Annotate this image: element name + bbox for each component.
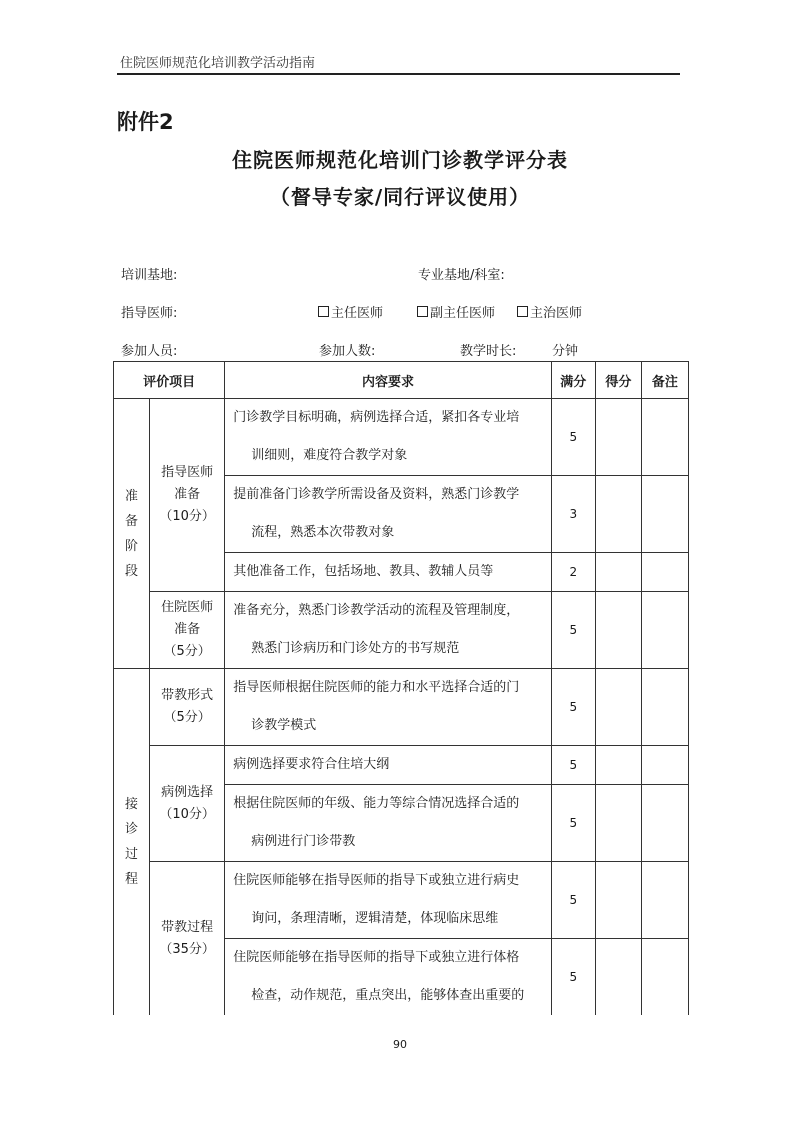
sub-item-resident-prep: 住院医师 准备 （5分） — [150, 592, 225, 669]
sub-item-case-selection: 病例选择 （10分） — [150, 746, 225, 862]
sub-item-teaching-form: 带教形式 （5分） — [150, 669, 225, 746]
table-row — [114, 399, 689, 476]
option-associate-chief-physician[interactable]: 副主任医师 — [417, 302, 495, 321]
full-score-cell: 5 — [551, 399, 595, 476]
requirement-cell: 提前准备门诊教学所需设备及资料，熟悉门诊教学 流程，熟悉本次带教对象 — [225, 476, 552, 553]
score-input-cell[interactable] — [595, 399, 641, 476]
document-title: 住院医师规范化培训门诊教学评分表 — [232, 148, 568, 172]
running-header: 住院医师规范化培训教学活动指南 — [120, 56, 316, 71]
full-score-cell: 5 — [551, 862, 595, 939]
requirement-cell: 其他准备工作，包括场地、教具、教辅人员等 — [225, 553, 552, 592]
remark-input-cell[interactable] — [641, 476, 688, 553]
stage-preparation: 准 备 阶 段 — [114, 399, 150, 669]
score-input-cell[interactable] — [595, 669, 641, 746]
stage-consultation: 接 诊 过 程 — [114, 669, 150, 1016]
full-score-cell: 5 — [551, 669, 595, 746]
remark-input-cell[interactable] — [641, 746, 688, 785]
option-attending-physician[interactable]: 主治医师 — [517, 302, 582, 321]
remark-input-cell[interactable] — [641, 939, 688, 1016]
full-score-cell: 5 — [551, 746, 595, 785]
sub-item-teacher-prep: 指导医师 准备 （10分） — [150, 399, 225, 592]
requirement-cell: 准备充分，熟悉门诊教学活动的流程及管理制度， 熟悉门诊病历和门诊处方的书写规范 — [225, 592, 552, 669]
header-remark: 备注 — [641, 362, 688, 399]
full-score-cell: 2 — [551, 553, 595, 592]
requirement-cell: 门诊教学目标明确，病例选择合适，紧扣各专业培 训细则，难度符合教学对象 — [225, 399, 552, 476]
training-base-label: 培训基地: — [121, 268, 178, 283]
score-input-cell[interactable] — [595, 553, 641, 592]
table-row — [114, 746, 689, 785]
evaluation-table — [113, 361, 689, 1015]
annex-label: 附件2 — [117, 110, 174, 134]
document-subtitle: （督导专家/同行评议使用） — [269, 185, 531, 209]
checkbox-icon[interactable] — [517, 306, 528, 317]
remark-input-cell[interactable] — [641, 862, 688, 939]
header-score: 得分 — [595, 362, 641, 399]
table-header-row — [114, 362, 689, 399]
score-input-cell[interactable] — [595, 746, 641, 785]
header-full-score: 满分 — [551, 362, 595, 399]
remark-input-cell[interactable] — [641, 592, 688, 669]
duration-unit: 分钟 — [552, 344, 579, 359]
score-input-cell[interactable] — [595, 592, 641, 669]
option-chief-physician[interactable]: 主任医师 — [318, 302, 383, 321]
duration-label: 教学时长: — [460, 344, 517, 359]
full-score-cell: 3 — [551, 476, 595, 553]
remark-input-cell[interactable] — [641, 399, 688, 476]
score-input-cell[interactable] — [595, 939, 641, 1016]
remark-input-cell[interactable] — [641, 785, 688, 862]
teacher-label: 指导医师: — [121, 306, 178, 321]
requirement-cell: 住院医师能够在指导医师的指导下或独立进行体格 检查，动作规范，重点突出，能够体查出重要的 — [225, 939, 552, 1016]
requirement-cell: 住院医师能够在指导医师的指导下或独立进行病史 询问，条理清晰，逻辑清楚，体现临床思维 — [225, 862, 552, 939]
department-label: 专业基地/科室: — [418, 268, 505, 283]
full-score-cell: 5 — [551, 939, 595, 1016]
checkbox-icon[interactable] — [417, 306, 428, 317]
page-number: 90 — [393, 1038, 407, 1051]
score-input-cell[interactable] — [595, 862, 641, 939]
participant-count-label: 参加人数: — [319, 344, 376, 359]
requirement-cell: 指导医师根据住院医师的能力和水平选择合适的门 诊教学模式 — [225, 669, 552, 746]
header-item: 评价项目 — [114, 362, 225, 399]
remark-input-cell[interactable] — [641, 553, 688, 592]
score-input-cell[interactable] — [595, 476, 641, 553]
table-row — [114, 669, 689, 746]
sub-item-teaching-process: 带教过程 （35分） — [150, 862, 225, 1016]
participants-label: 参加人员: — [121, 344, 178, 359]
requirement-cell: 病例选择要求符合住培大纲 — [225, 746, 552, 785]
remark-input-cell[interactable] — [641, 669, 688, 746]
header-divider — [117, 73, 680, 75]
header-content: 内容要求 — [225, 362, 552, 399]
requirement-cell: 根据住院医师的年级、能力等综合情况选择合适的 病例进行门诊带教 — [225, 785, 552, 862]
checkbox-icon[interactable] — [318, 306, 329, 317]
full-score-cell: 5 — [551, 785, 595, 862]
table-row — [114, 862, 689, 939]
table-row — [114, 592, 689, 669]
full-score-cell: 5 — [551, 592, 595, 669]
score-input-cell[interactable] — [595, 785, 641, 862]
